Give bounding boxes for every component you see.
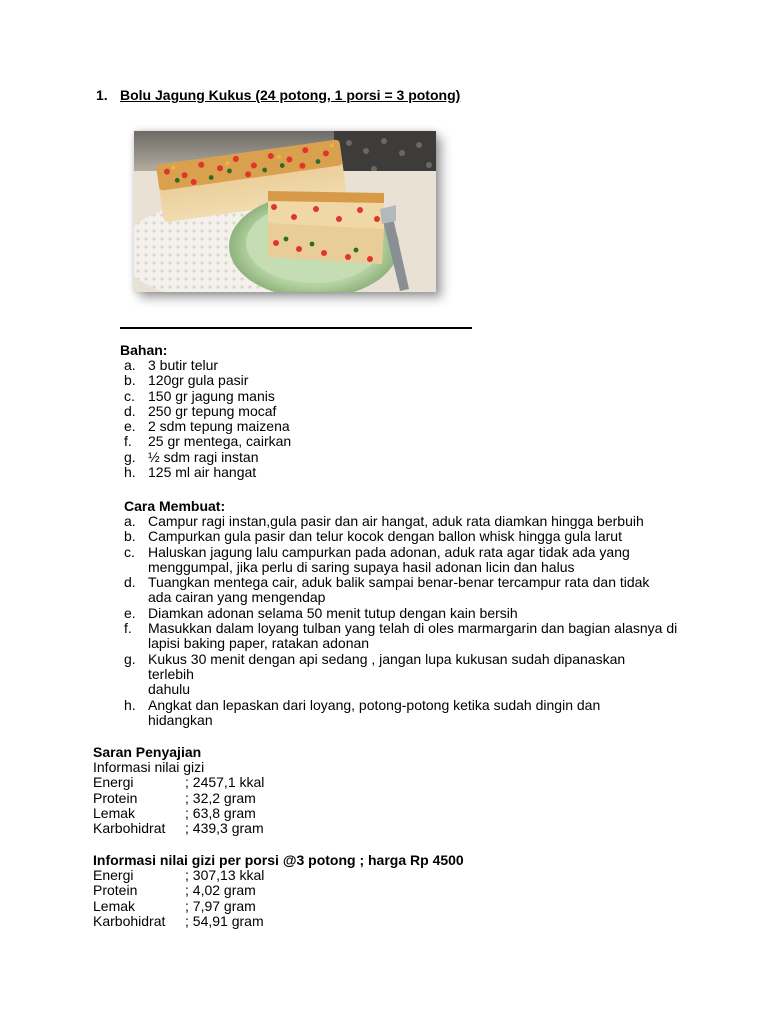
nutrition-row (93, 914, 513, 929)
perporsi-section (93, 853, 513, 929)
saran-section (93, 745, 393, 836)
list-marker: c. (124, 543, 135, 560)
nutrition-row (93, 883, 513, 898)
list-text: 150 gr jagung manis (148, 387, 275, 404)
cara-section (124, 499, 684, 728)
nutrition-label: Energi (93, 774, 134, 791)
steamed-corn-cake-photo-icon (134, 131, 436, 292)
list-marker: d. (124, 402, 136, 419)
list-text: 3 butir telur (148, 357, 219, 373)
nutrition-value: ; 4,02 gram (185, 882, 256, 899)
list-item (124, 450, 680, 465)
list-item (124, 698, 638, 729)
list-marker: e. (124, 418, 136, 435)
list-text: Haluskan jagung lalu campurkan pada adonan, aduk rata agar tidak ada yang menggumpal, jika perlu di saring supaya hasil adonan licin dan halus (148, 543, 630, 575)
nutrition-label: Karbohidrat (93, 912, 166, 929)
recipe-photo (134, 131, 436, 292)
list-marker: a. (124, 357, 136, 373)
nutrition-row (93, 791, 393, 806)
list-text-continuation: dahulu (148, 681, 191, 698)
list-text: Campurkan gula pasir dan telur kocok dengan ballon whisk hingga gula larut (148, 528, 622, 545)
list-item (124, 575, 663, 606)
list-item (124, 514, 684, 529)
list-text: 2 sdm tepung maizena (148, 418, 290, 435)
list-item (124, 419, 680, 434)
list-marker: e. (124, 604, 136, 621)
list-item (124, 358, 680, 373)
list-text: Angkat dan lepaskan dari loyang, potong-potong ketika sudah dingin dan hidangkan (148, 696, 601, 728)
list-text: 120gr gula pasir (148, 372, 249, 389)
list-item (124, 606, 684, 621)
perporsi-heading: Informasi nilai gizi per porsi @3 potong ; harga Rp 4500 (93, 852, 464, 868)
recipe-number: 1. (96, 87, 108, 103)
list-marker: b. (124, 528, 136, 545)
nutrition-value: ; 54,91 gram (185, 912, 264, 929)
section-divider (120, 327, 472, 329)
nutrition-label: Karbohidrat (93, 820, 166, 837)
cara-list (124, 514, 684, 728)
nutrition-label: Lemak (93, 897, 136, 914)
list-marker: d. (124, 574, 136, 591)
list-marker: g. (124, 650, 136, 667)
nutrition-label: Lemak (93, 804, 136, 821)
recipe-title-text: Bolu Jagung Kukus (24 potong, 1 porsi = 3 potong) (120, 87, 461, 103)
list-text: ½ sdm ragi instan (148, 448, 259, 465)
list-item (124, 434, 680, 449)
list-text: Campur ragi instan,gula pasir dan air hangat, aduk rata diamkan hingga berbuih (148, 513, 644, 529)
list-text: 250 gr tepung mocaf (148, 402, 277, 419)
list-marker: f. (124, 620, 132, 637)
list-text: 25 gr mentega, cairkan (148, 433, 292, 450)
recipe-title (96, 86, 460, 104)
list-marker: f. (124, 433, 132, 450)
nutrition-label: Energi (93, 867, 134, 883)
list-item (124, 465, 680, 480)
list-item (124, 652, 668, 698)
bahan-heading: Bahan: (120, 342, 168, 358)
saran-subheading: Informasi nilai gizi (93, 759, 205, 775)
nutrition-label: Protein (93, 882, 138, 899)
list-text: Diamkan adonan selama 50 menit tutup dengan kain bersih (148, 604, 518, 621)
cara-heading: Cara Membuat: (124, 498, 226, 514)
list-text: Masukkan dalam loyang tulban yang telah di oles marmargarin dan bagian alasnya di lapisi baking paper, ratakan adonan (148, 620, 678, 652)
nutrition-value: ; 63,8 gram (185, 804, 256, 821)
bahan-section (120, 343, 680, 480)
nutrition-value: ; 32,2 gram (185, 789, 256, 806)
list-marker: c. (124, 387, 135, 404)
list-item (124, 529, 684, 544)
nutrition-value: ; 7,97 gram (185, 897, 256, 914)
list-text: Tuangkan mentega cair, aduk balik sampai benar-benar tercampur rata dan tidak ada cairan yang mengendap (148, 574, 650, 606)
list-marker: h. (124, 464, 136, 481)
list-marker: h. (124, 696, 136, 713)
saran-heading: Saran Penyajian (93, 744, 202, 760)
list-text: 125 ml air hangat (148, 464, 257, 481)
list-item (124, 404, 680, 419)
bahan-list (124, 358, 680, 480)
list-item (124, 373, 680, 388)
list-marker: a. (124, 513, 136, 529)
nutrition-value: ; 307,13 kkal (185, 867, 265, 883)
nutrition-label: Protein (93, 789, 138, 806)
nutrition-value: ; 2457,1 kkal (185, 774, 265, 791)
nutrition-row (93, 806, 393, 821)
list-item (124, 389, 680, 404)
nutrition-row (93, 899, 513, 914)
nutrition-row (93, 868, 513, 883)
nutrition-value: ; 439,3 gram (185, 820, 264, 837)
list-text: Kukus 30 menit dengan api sedang , jangan lupa kukusan sudah dipanaskan terlebih (148, 650, 626, 682)
list-item (124, 545, 648, 576)
nutrition-row (93, 821, 393, 836)
list-item (124, 621, 696, 652)
nutrition-row (93, 775, 393, 790)
list-marker: b. (124, 372, 136, 389)
list-marker: g. (124, 448, 136, 465)
